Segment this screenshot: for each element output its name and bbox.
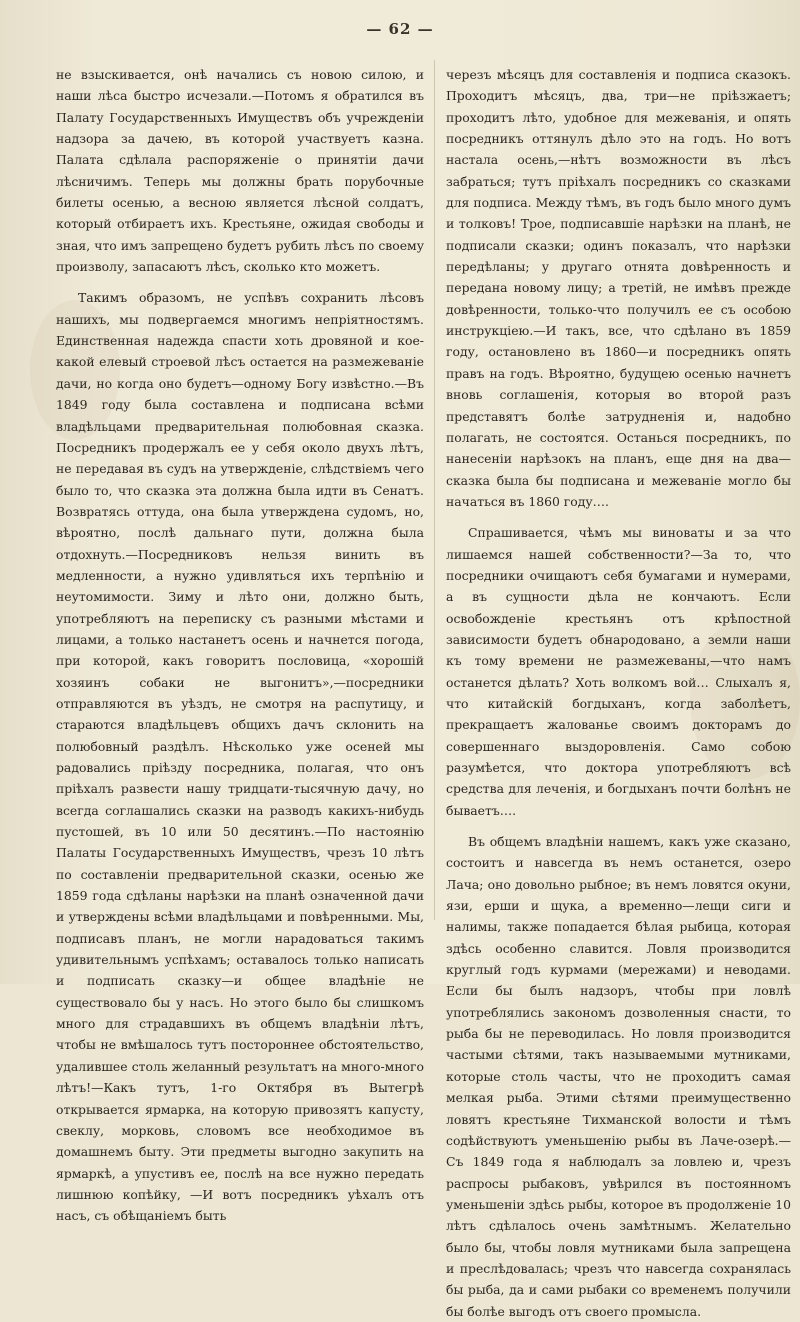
- right-column: [446, 64, 791, 1319]
- page-number: — 62 —: [366, 20, 434, 38]
- right-paragraph-3: Въ общемъ владѣніи нашемъ, какъ уже сказано, состоитъ и навсегда въ немъ останется, озеро Лача; оно довольно рыбное; въ немъ ловятся окуни, язи, ерши и щука, а временно—лещи сиги и налимы, также попадается бѣлая рыбица, которая здѣсь особенно славится. Ловля производится круглый годъ курмами (мережами) и неводами. Если бы былъ надзоръ, чтобы при ловлѣ употреблялись закономъ дозволенныя снасти, то рыба бы не переводилась. Но ловля производится частыми сѣтями, такъ называемыми мутниками, которые столь часты, что не проходитъ самая мелкая рыба. Этими сѣтями преимущественно ловятъ крестьяне Тихманской волости и тѣмъ содѣйствуютъ уменьшенію рыбы въ Лаче-озерѣ.—Съ 1849 года я наблюдалъ за ловлею и, чрезъ распросы рыбаковъ, увѣрился въ постоянномъ уменьшеніи здѣсь рыбы, которое въ продолженіе 10 лѣтъ сдѣлалось очень замѣтнымъ. Желательно было бы, чтобы ловля мутниками была запрещена и преслѣдовалась; чрезъ что навсегда сохранялась бы рыба, да и сами рыбаки со временемъ получили бы болѣе выгодъ отъ своего промысла.: [446, 834, 791, 1319]
- left-column: [56, 64, 424, 1224]
- left-paragraph-2: Такимъ образомъ, не успѣвъ сохранить лѣсовъ нашихъ, мы подвергаемся многимъ непріятностямъ. Единственная надежда спасти хоть дровяной и кое-какой елевый строевой лѣсъ остается на размежеваніе дачи, но когда оно будетъ—одному Богу извѣстно.—Въ 1849 году была составлена и подписана всѣми владѣльцами предварительная полюбовная сказка. Посредникъ продержалъ ее у себя около двухъ лѣтъ, не передавая въ судъ на утвержденіе, слѣдствіемъ чего было то, что сказка эта должна была идти въ Сенатъ. Возвратясь оттуда, она была утверждена судомъ, но, вѣроятно, послѣ дальнаго пути, должна была отдохнуть.—Посредниковъ нельзя винить въ медленности, а нужно удивляться ихъ терпѣнію и неутомимости. Зиму и лѣто они, должно быть, употребляютъ на переписку съ разными мѣстами и лицами, а только настанетъ осень и начнется погода, при которой, какъ говоритъ пословица, «хорошій хозяинъ собаки не выгонитъ»,—посредники отправляются въ уѣздъ, не смотря на распутицу, и стараются владѣльцевъ общихъ дачъ склонить на полюбовный раздѣлъ. Нѣсколько уже осеней мы радовались пріѣзду посредника, полагая, что онъ пріѣхалъ развести нашу тридцати-тысячную дачу, но всегда соглашались сказки на разводъ какихъ-нибудь пустошей, въ 10 или 50 десятинъ.—По настоянію Палаты Государственныхъ Имуществъ, чрезъ 10 лѣтъ по составленіи предварительной сказки, осенью же 1859 года сдѣланы нарѣзки на планѣ означенной дачи и утверждены всѣми владѣльцами и повѣренными. Мы, подписавъ планъ, не могли нарадоваться такимъ удивительнымъ успѣхамъ; оставалось только написать и подписать сказку—и общее владѣніе не существовало бы у насъ. Но этого было бы слишкомъ много для страдавшихъ въ общемъ владѣніи лѣтъ, чтобы не вмѣшалось тутъ постороннее обстоятельство, удалившее столь желанный результатъ на много-много лѣтъ!—Какъ тутъ, 1-го Октября въ Вытегрѣ открывается ярмарка, на которую привозятъ капусту, свеклу, морковь, словомъ все необходимое въ домашнемъ быту. Эти предметы выгодно закупить на ярмаркѣ, а упустивъ ее, послѣ на все нужно передать лишнюю копѣйку, —И вотъ посредникъ уѣхалъ отъ насъ, съ обѣщаніемъ быть: [56, 290, 424, 1224]
- right-paragraph-1: черезъ мѣсяцъ для составленія и подписа сказокъ. Проходитъ мѣсяцъ, два, три—не пріѣзжаетъ; проходитъ лѣто, удобное для межеванія, и опять посредникъ оттянулъ дѣло это на годъ. Но вотъ настала осень,—нѣтъ возможности въ лѣсъ забраться; тутъ пріѣхалъ посредникъ со сказками для подписа. Между тѣмъ, въ годъ было много думъ и толковъ! Трое, подписавшіе нарѣзки на планѣ, не подписали сказки; одинъ показалъ, что нарѣзки передѣланы; у другаго отнята довѣренность и передана новому лицу; а третій, не имѣвъ прежде довѣренности, только-что получилъ ее съ особою инструкціею.—И такъ, все, что сдѣлано въ 1859 году, остановлено въ 1860—и посредникъ опять правъ на годъ. Вѣроятно, будущею осенью начнетъ вновь соглашенія, которыя во второй разъ представятъ болѣе затрудненія и, надобно полагать, не состоятся. Останься посредникъ, по нанесеніи нарѣзокъ на планъ, еще дня на два—сказка была бы подписана и межеваніе могло бы начаться въ 1860 году….: [446, 67, 791, 509]
- right-paragraph-2: Спрашивается, чѣмъ мы виноваты и за что лишаемся нашей собственности?—За то, что посредники очищаютъ себя бумагами и нумерами, а въ сущности дѣла не кончаютъ. Если освобожденіе крестьянъ отъ крѣпостной зависимости будетъ обнародовано, а земли наши къ тому времени не размежеваны,—что намъ останется дѣлать? Хоть волкомъ вой… Слыхалъ я, что китайскій богдыханъ, когда заболѣетъ, прекращаетъ жалованье своимъ докторамъ до совершеннаго выздоровленія. Само собою разумѣется, что доктора употребляютъ всѣ средства для леченія, и богдыханъ почти болѣнъ не бываетъ….: [446, 525, 791, 818]
- left-paragraph-1: не взыскивается, онѣ начались съ новою силою, и наши лѣса быстро исчезали.—Потомъ я обратился въ Палату Государственныхъ Имуществъ объ учрежденіи надзора за дачею, въ которой участвуетъ казна. Палата сдѣлала распоряженіе о принятіи дачи лѣсничимъ. Теперь мы должны брать порубочные билеты осенью, а весною является лѣсной солдатъ, который отбираетъ ихъ. Крестьяне, ожидая свободы и зная, что имъ запрещено будетъ рубить лѣсъ по своему произволу, запасаютъ лѣсъ, сколько кто можетъ.: [56, 67, 424, 275]
- column-divider: [434, 60, 435, 920]
